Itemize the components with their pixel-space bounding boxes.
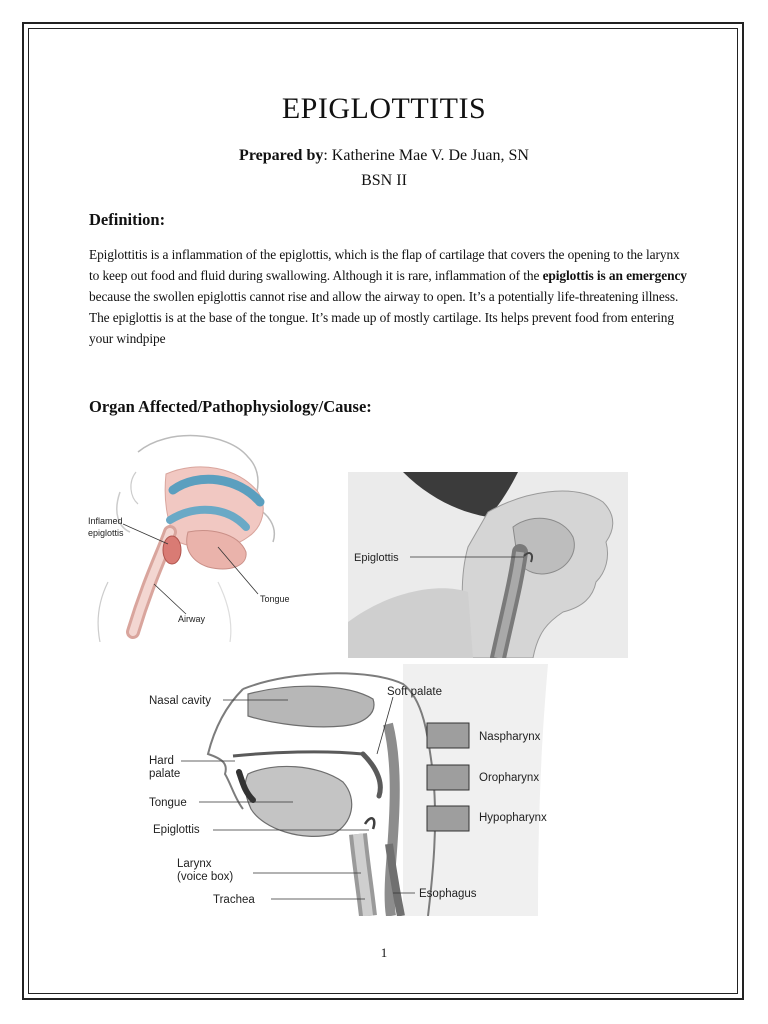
label-esophagus: Esophagus xyxy=(419,888,477,900)
label-soft-palate: Soft palate xyxy=(387,686,442,698)
legend-label-oropharynx: Oropharynx xyxy=(479,772,540,784)
legend-label-hypopharynx: Hypopharynx xyxy=(479,812,547,824)
label-trachea: Trachea xyxy=(213,894,255,906)
definition-text-part-1: Epiglottitis is a inflammation of the epiglottis, which is the flap of cartilage that covers the opening to the larynx to keep out food and fluid during swallowing. Although it is rare, inflammation of the xyxy=(89,247,680,283)
document-title: EPIGLOTTITIS xyxy=(281,92,487,125)
legend-swatch-oropharynx xyxy=(427,765,469,790)
label-inflamed-1: Inflamed xyxy=(88,516,123,526)
figure-neck-epiglottis xyxy=(348,472,628,658)
legend-swatch-nasopharynx xyxy=(427,723,469,748)
definition-text-part-2: because the swollen epiglottis cannot rise and allow the airway to open. It’s a potentially life-threatening illness. The epiglottis is at the base of the tongue. It’s made up of mostly cartilage. Its helps prevent food from entering your windpipe xyxy=(89,289,679,346)
definition-paragraph xyxy=(89,244,689,349)
legend-swatch-hypopharynx xyxy=(427,806,469,831)
organ-affected-heading: Organ Affected/Pathophysiology/Cause: xyxy=(89,397,372,416)
label-larynx-2: (voice box) xyxy=(177,871,234,883)
figure-sagittal-head xyxy=(143,664,580,916)
label-hard-2: palate xyxy=(149,768,181,780)
course-label: BSN II xyxy=(361,172,407,189)
legend-label-nasopharynx: Naspharynx xyxy=(479,731,541,743)
prepared-by-line xyxy=(0,147,768,165)
label-airway: Airway xyxy=(178,614,206,624)
label-epiglottis-fig2: Epiglottis xyxy=(354,552,399,564)
definition-text-bold: epiglottis is an emergency xyxy=(542,268,687,283)
author-name: : Katherine Mae V. De Juan, SN xyxy=(323,147,529,164)
prepared-by-label: Prepared by xyxy=(239,147,324,164)
figure-inflamed-epiglottis xyxy=(78,432,318,642)
label-nasal-cavity: Nasal cavity xyxy=(149,695,211,707)
label-epiglottis-fig3: Epiglottis xyxy=(153,824,200,836)
page-number: 1 xyxy=(380,945,388,960)
label-larynx-1: Larynx xyxy=(177,858,212,870)
label-hard-1: Hard xyxy=(149,755,174,767)
label-inflamed-2: epiglottis xyxy=(88,528,124,538)
definition-heading: Definition: xyxy=(89,210,166,229)
label-tongue-fig3: Tongue xyxy=(149,797,187,809)
label-tongue-fig1: Tongue xyxy=(260,594,290,604)
